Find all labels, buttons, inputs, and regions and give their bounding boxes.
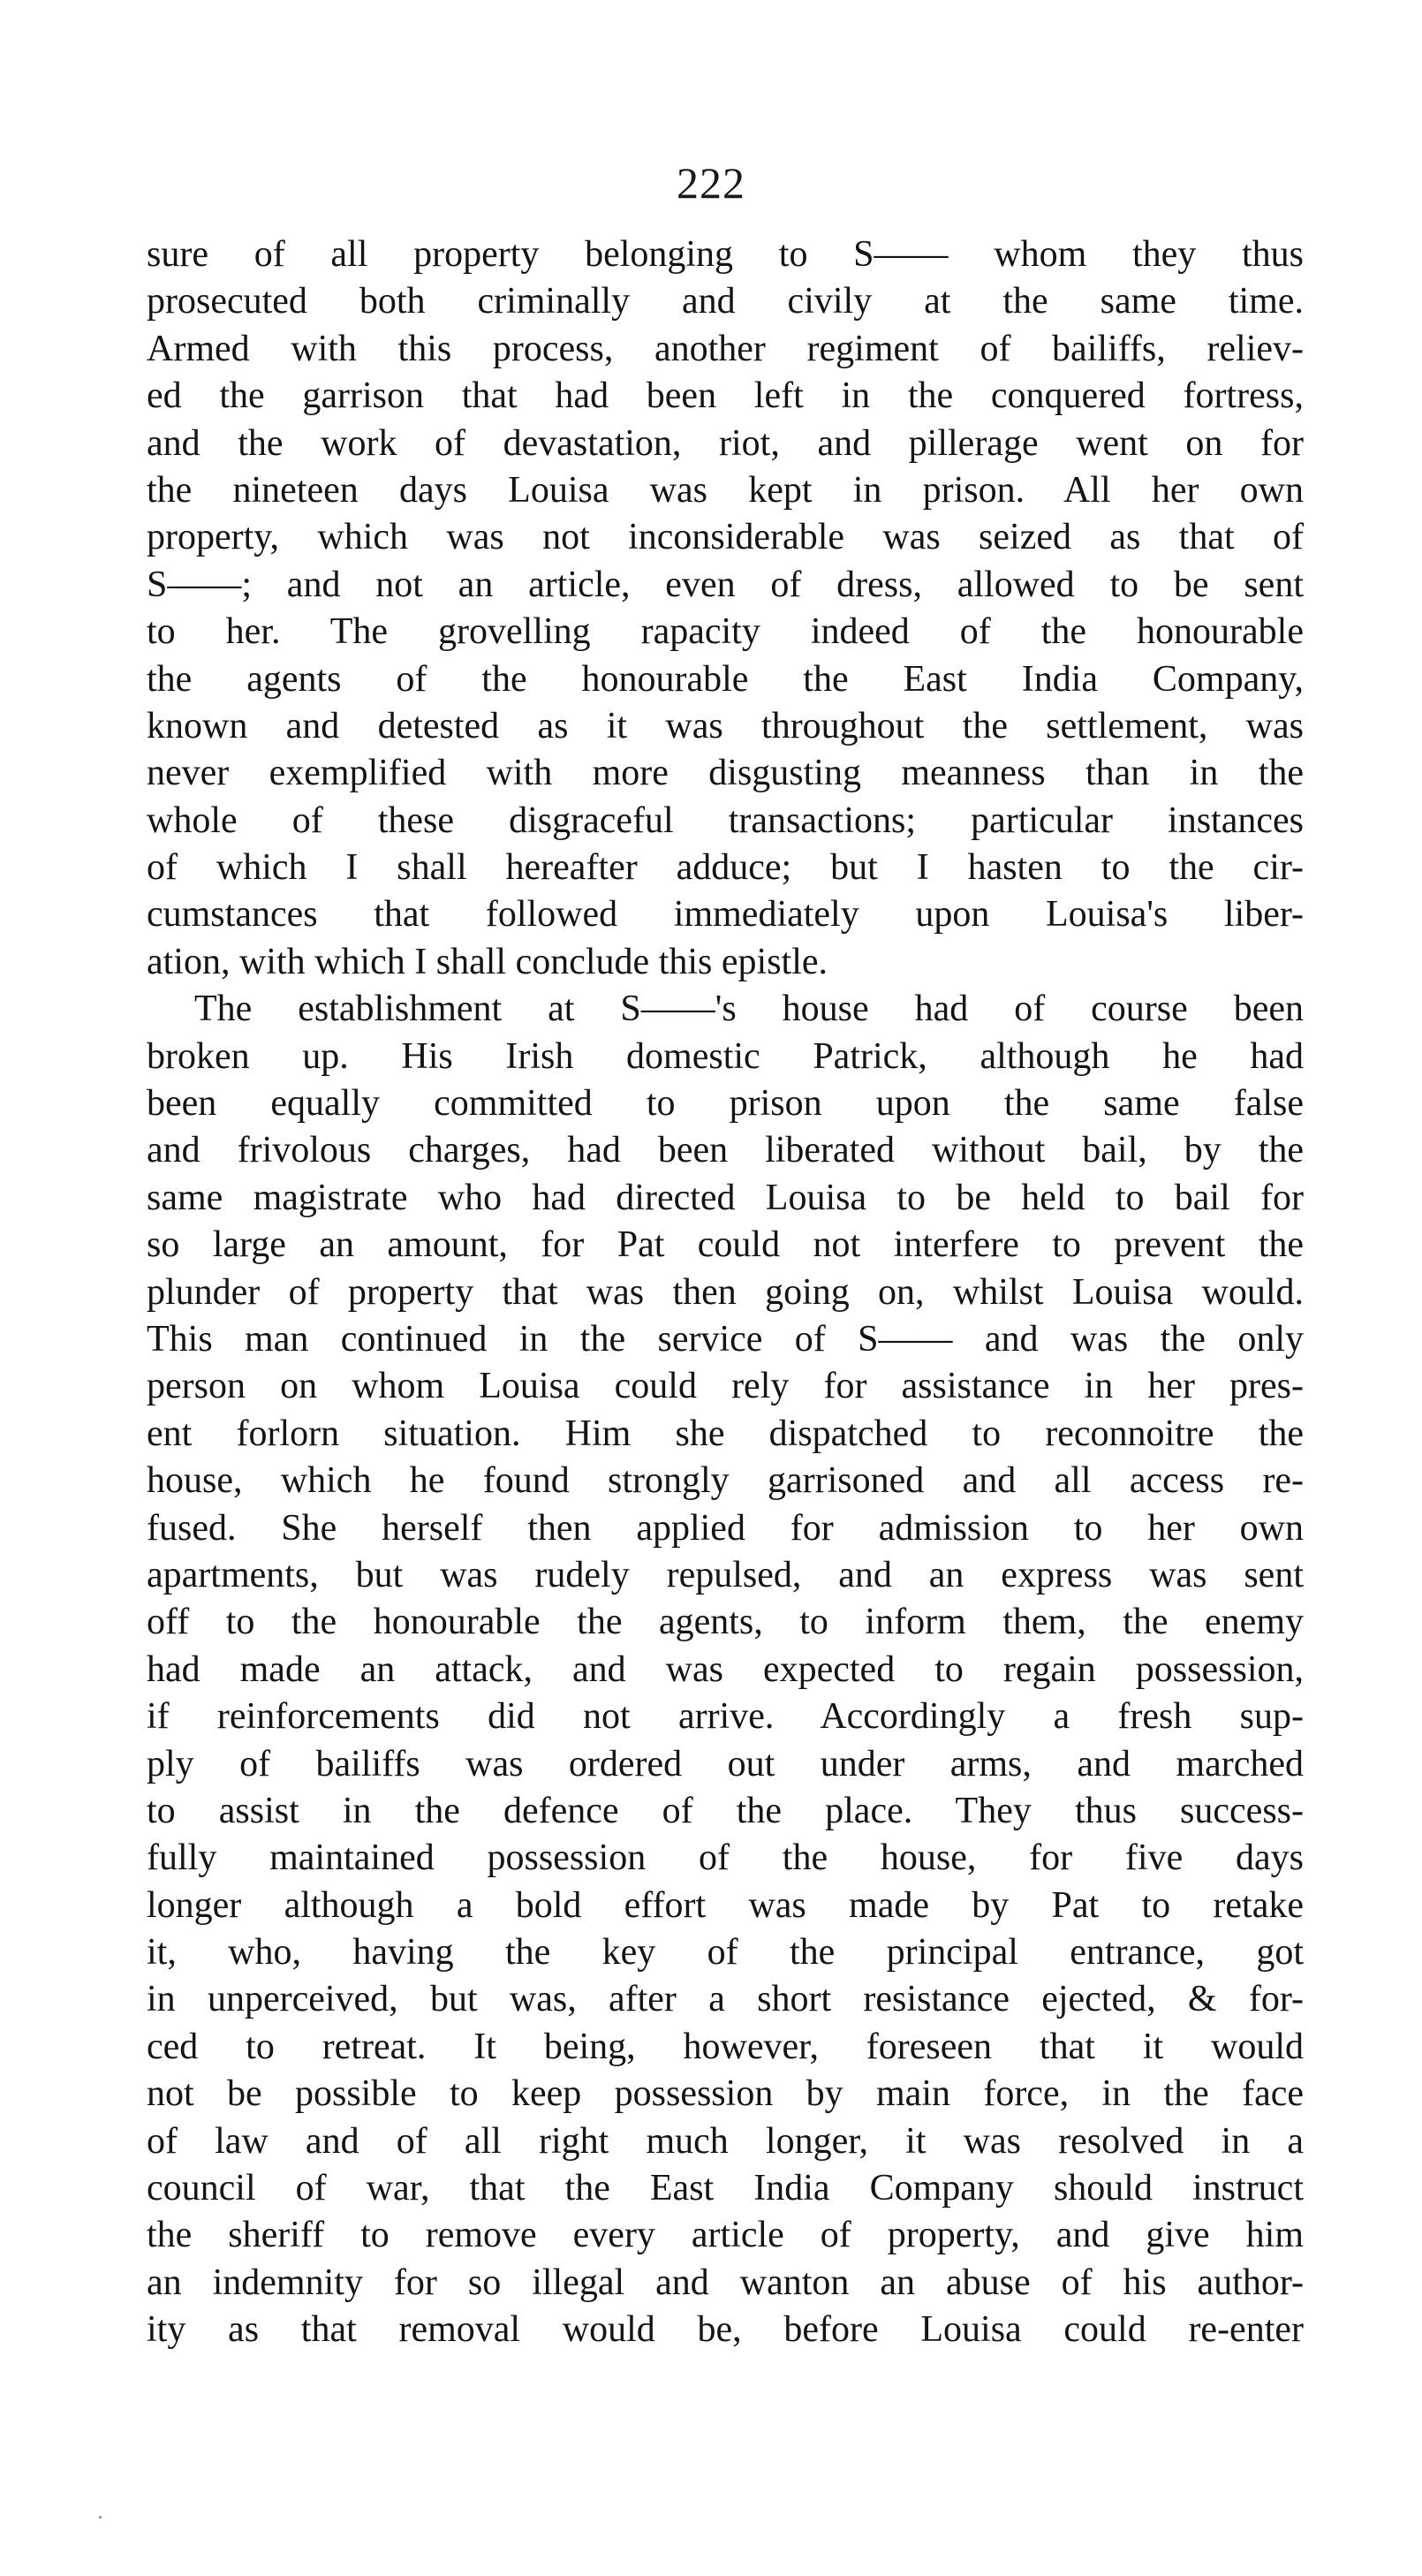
text-line: off to the honourable the agents, to inform them, the enemy	[147, 1602, 1304, 1643]
text-line: whole of these disgraceful transactions; particular instances	[147, 799, 1304, 841]
text-line: plunder of property that was then going on, whilst Louisa would.	[147, 1271, 1304, 1313]
text-line: Armed with this process, another regiment of bailiffs, reliev-	[147, 328, 1304, 369]
text-line: not be possible to keep possession by main force, in the face	[147, 2073, 1304, 2115]
text-line: same magistrate who had directed Louisa to be held to bail for	[147, 1177, 1304, 1218]
text-line: property, which was not inconsiderable was seized as that of	[147, 517, 1304, 558]
text-line: broken up. His Irish domestic Patrick, although he had	[147, 1035, 1304, 1077]
text-line: ity as that removal would be, before Louisa could re-enter	[147, 2309, 1304, 2351]
text-line: ply of bailiffs was ordered out under arms, and marched	[147, 1743, 1304, 1784]
text-line: of law and of all right much longer, it was resolved in a	[147, 2120, 1304, 2162]
text-line: been equally committed to prison upon the same false	[147, 1083, 1304, 1125]
text-line: the agents of the honourable the East India Company,	[147, 658, 1304, 700]
text-line: longer although a bold effort was made by Pat to retake	[147, 1884, 1304, 1926]
text-line: and the work of devastation, riot, and pillerage went on for	[147, 422, 1304, 464]
text-line: fully maintained possession of the house, for five days	[147, 1837, 1304, 1879]
text-line: the nineteen days Louisa was kept in prison. All her own	[147, 469, 1304, 511]
text-line: ced to retreat. It being, however, foreseen that it would	[147, 2026, 1304, 2067]
text-line: S——; and not an article, even of dress, allowed to be sent	[147, 564, 1304, 605]
text-line: sure of all property belonging to S—— whom they thus	[147, 234, 1304, 275]
text-line: council of war, that the East India Company should instruct	[147, 2168, 1304, 2209]
text-line: it, who, having the key of the principal entrance, got	[147, 1932, 1304, 1974]
text-line: fused. She herself then applied for admission to her own	[147, 1507, 1304, 1549]
text-line: known and detested as it was throughout the settlement, was	[147, 705, 1304, 746]
text-line: in unperceived, but was, after a short resistance ejected, & for-	[147, 1979, 1304, 2020]
text-line: of which I shall hereafter adduce; but I hasten to the cir-	[147, 847, 1304, 889]
text-line: apartments, but was rudely repulsed, and an express was sent	[147, 1554, 1304, 1595]
text-line: so large an amount, for Pat could not interfere to prevent the	[147, 1224, 1304, 1266]
text-line: and frivolous charges, had been liberated without bail, by the	[147, 1130, 1304, 1171]
text-line: the sheriff to remove every article of property, and give him	[147, 2215, 1304, 2256]
text-line: to assist in the defence of the place. They thus success-	[147, 1790, 1304, 1831]
page-number: 222	[677, 158, 745, 208]
paragraph-first-line: The establishment at S——'s house had of course been	[194, 989, 1304, 1030]
text-line: prosecuted both criminally and civily at the same time.	[147, 281, 1304, 322]
body-text	[147, 231, 1304, 2354]
text-line: person on whom Louisa could rely for assistance in her pres-	[147, 1366, 1304, 1407]
print-speck	[99, 2516, 102, 2519]
text-line: never exemplified with more disgusting meanness than in the	[147, 753, 1304, 794]
text-line: ent forlorn situation. Him she dispatched to reconnoitre the	[147, 1413, 1304, 1454]
text-line: This man continued in the service of S—— and was the only	[147, 1318, 1304, 1360]
text-line: house, which he found strongly garrisoned and all access re-	[147, 1460, 1304, 1502]
text-line: had made an attack, and was expected to regain possession,	[147, 1648, 1304, 1690]
text-line: to her. The grovelling rapacity indeed of the honourable	[147, 611, 1304, 653]
paragraph-end-line: ation, with which I shall conclude this epistle.	[147, 941, 828, 982]
text-line: an indemnity for so illegal and wanton an abuse of his author-	[147, 2262, 1304, 2303]
text-line: if reinforcements did not arrive. Accordingly a fresh sup-	[147, 1696, 1304, 1738]
text-line: cumstances that followed immediately upon Louisa's liber-	[147, 894, 1304, 936]
text-line: ed the garrison that had been left in the conquered fortress,	[147, 375, 1304, 417]
